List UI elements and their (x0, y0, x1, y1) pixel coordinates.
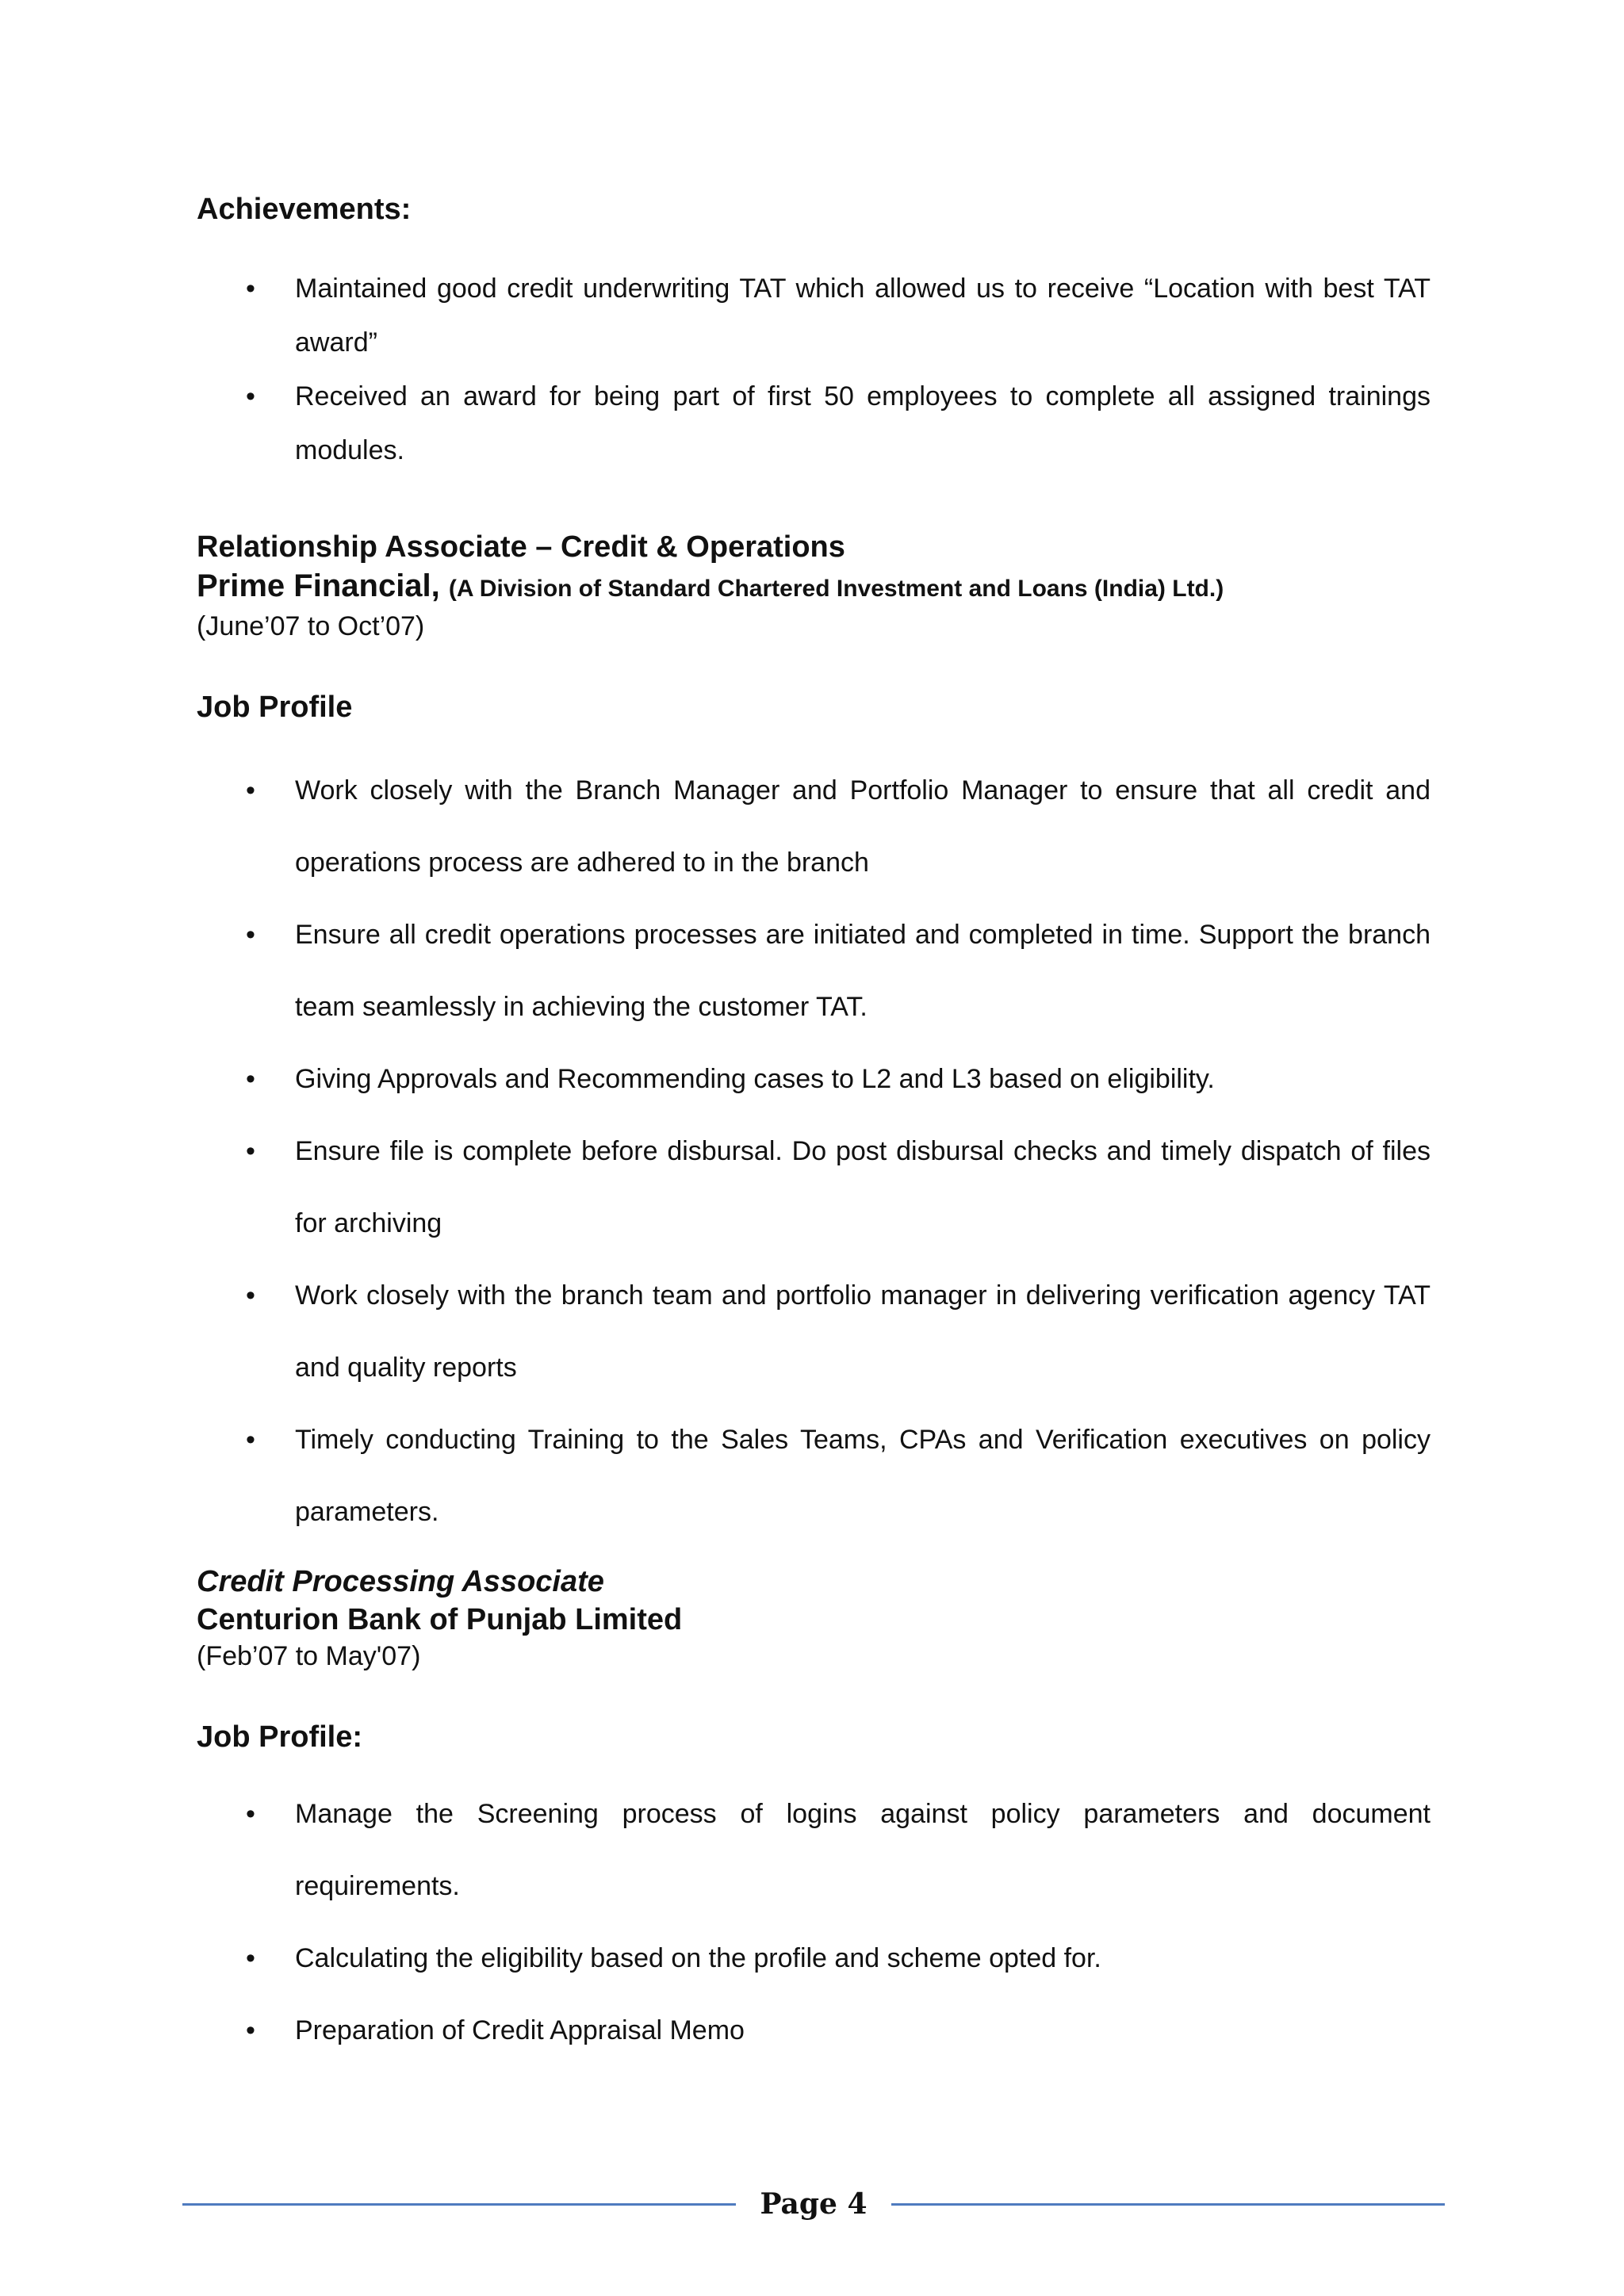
list-item: • Work closely with the branch team and portfolio manager in delivering verification agency TAT and quality reports (197, 1260, 1431, 1404)
page-number: Page 4 (760, 2187, 868, 2221)
employment-dates: (Feb’07 to May'07) (197, 1641, 421, 1671)
page-footer (182, 2180, 1445, 2228)
job-profile-heading: Job Profile (197, 691, 353, 724)
job-role-title: Credit Processing Associate (197, 1565, 604, 1598)
company-name-text: Prime Financial, (197, 568, 440, 603)
list-item: • Received an award for being part of first 50 employees to complete all assigned trainings modules. (197, 369, 1431, 477)
list-item: • Calculating the eligibility based on the profile and scheme opted for. (197, 1923, 1431, 1995)
company-name: Centurion Bank of Punjab Limited (197, 1603, 683, 1636)
achievements-list (197, 262, 1431, 477)
list-item: • Manage the Screening process of logins against policy parameters and document requirements. (197, 1778, 1431, 1923)
list-item: • Ensure all credit operations processes are initiated and completed in time. Support the branch team seamlessly in achieving the customer TAT. (197, 899, 1431, 1043)
job-profile-list (197, 755, 1431, 1548)
job-role-title: Relationship Associate – Credit & Operations (197, 530, 845, 564)
list-item: • Ensure file is complete before disbursal. Do post disbursal checks and timely dispatch of files for archiving (197, 1115, 1431, 1260)
page-content (197, 190, 1431, 2067)
employment-dates: (June’07 to Oct’07) (197, 611, 425, 641)
list-item: • Timely conducting Training to the Sales Teams, CPAs and Verification executives on policy parameters. (197, 1404, 1431, 1548)
job-profile-list (197, 1778, 1431, 2067)
list-item: • Maintained good credit underwriting TAT which allowed us to receive “Location with best TAT award” (197, 262, 1431, 369)
footer-rule-left (182, 2203, 736, 2206)
company-name (197, 566, 1431, 609)
list-item: • Preparation of Credit Appraisal Memo (197, 1995, 1431, 2067)
achievements-heading: Achievements: (197, 193, 412, 226)
list-item: • Work closely with the Branch Manager and Portfolio Manager to ensure that all credit and operations process are adhered to in the branch (197, 755, 1431, 899)
footer-rule-right (891, 2203, 1445, 2206)
job-profile-heading: Job Profile: (197, 1720, 363, 1754)
company-note: (A Division of Standard Chartered Investment and Loans (India) Ltd.) (448, 576, 1224, 602)
list-item: • Giving Approvals and Recommending cases to L2 and L3 based on eligibility. (197, 1043, 1431, 1115)
